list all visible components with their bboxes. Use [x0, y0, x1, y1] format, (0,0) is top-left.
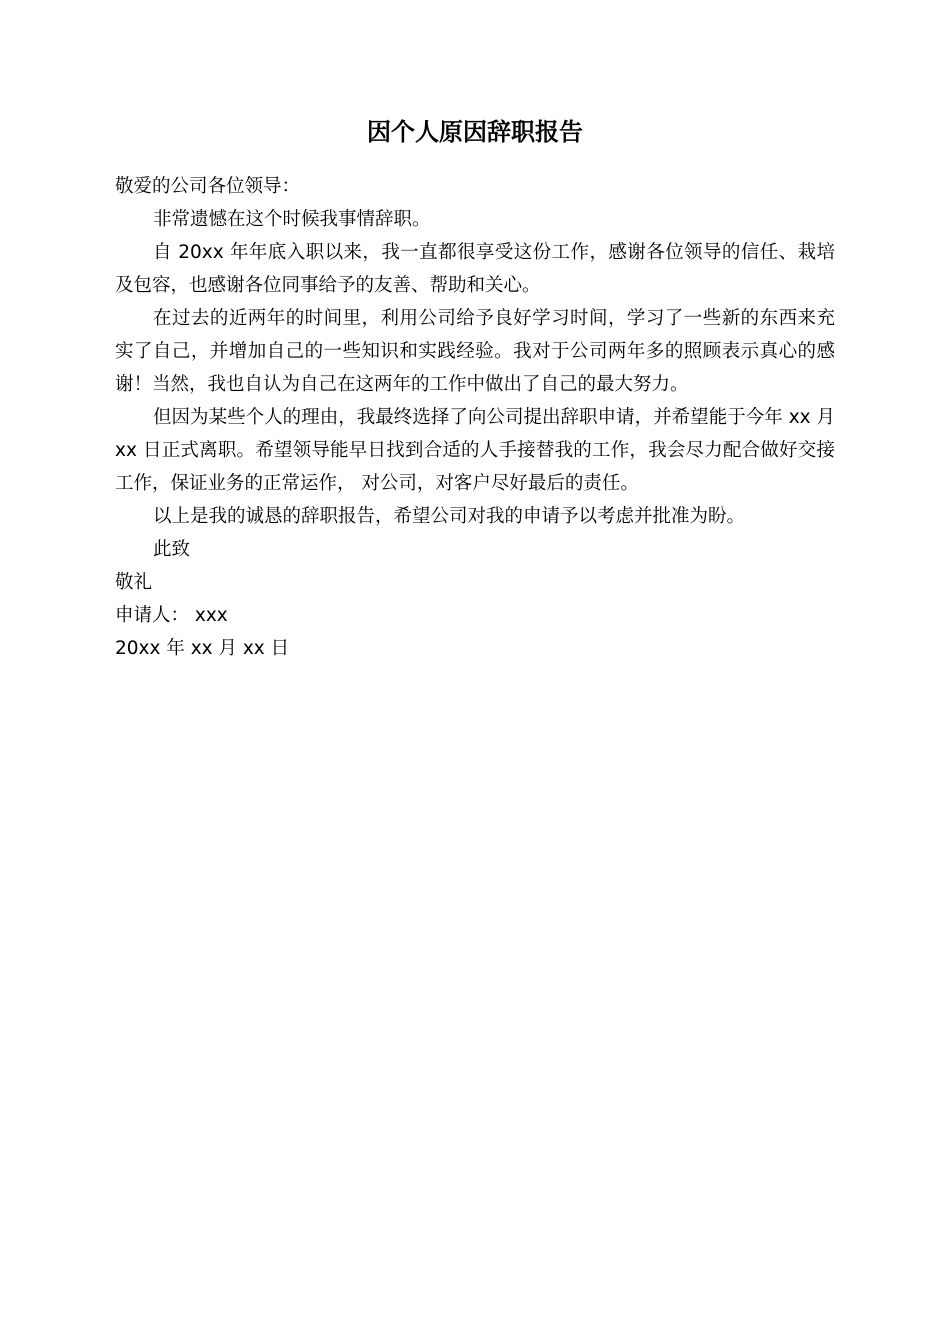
paragraph-4: 但因为某些个人的理由，我最终选择了向公司提出辞职申请，并希望能于今年 xx 月 xx 日正式离职。希望领导能早日找到合适的人手接替我的工作，我会尽力配合做好交接工作，保证业务的正常运作， 对公司，对客户尽好最后的责任。: [115, 407, 835, 494]
paragraph-2: 自 20xx 年年底入职以来，我一直都很享受这份工作，感谢各位领导的信任、栽培及包容，也感谢各位同事给予的友善、帮助和关心。: [115, 242, 835, 296]
salutation: 敬爱的公司各位领导：: [115, 176, 301, 197]
paragraph-3: 在过去的近两年的时间里，利用公司给予良好学习时间，学习了一些新的东西来充实了自己，并增加自己的一些知识和实践经验。我对于公司两年多的照顾表示真心的感谢！当然，我也自认为自己在这两年的工作中做出了自己的最大努力。: [115, 308, 835, 395]
document-title: 因个人原因辞职报告: [367, 118, 583, 146]
document-body: [115, 170, 835, 665]
paragraph-cizhi: 此致: [153, 539, 191, 560]
paragraph-5: 以上是我的诚恳的辞职报告，希望公司对我的申请予以考虑并批准为盼。: [153, 506, 746, 527]
closing: 敬礼: [115, 572, 153, 593]
paragraph-1: 非常遗憾在这个时候我事情辞职。: [153, 209, 431, 230]
applicant-line: 申请人： xxx: [115, 605, 228, 626]
date-line: 20xx 年 xx 月 xx 日: [115, 638, 290, 659]
